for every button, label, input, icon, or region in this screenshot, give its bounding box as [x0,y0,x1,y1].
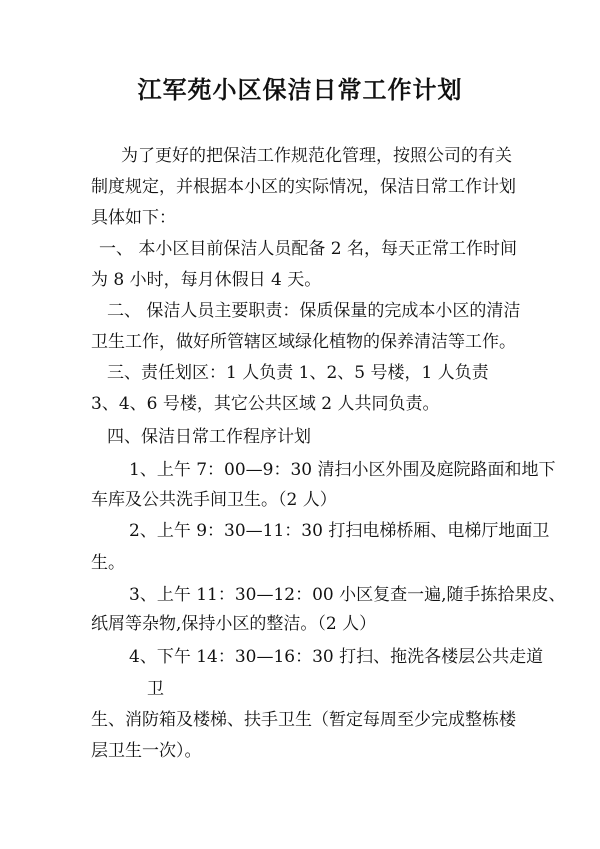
item1-line: 为 8 小时，每月休假日 4 天。 [91,270,322,290]
schedule-line: 卫 [147,679,164,699]
intro-line: 为了更好的把保洁工作规范化管理，按照公司的有关 [121,146,512,166]
item4-heading: 四、保洁日常工作程序计划 [107,427,311,447]
schedule-line: 纸屑等杂物,保持小区的整洁。（2 人） [91,614,377,634]
schedule-line: 3、上午 11：30—12：00 小区复查一遍,随手拣拾果皮、 [129,585,566,605]
intro-line: 具体如下： [91,208,176,228]
item1-line: 一、 本小区目前保洁人员配备 2 名，每天正常工作时间 [99,239,518,259]
item2-line: 二、 保洁人员主要职责：保质保量的完成本小区的清洁 [107,301,521,321]
schedule-line: 层卫生一次）。 [91,741,202,761]
schedule-line: 生。 [91,553,125,573]
schedule-line: 1、上午 7：00—9：30 清扫小区外围及庭院路面和地下 [129,460,556,480]
item3-line: 三、责任划区：1 人负责 1、2、5 号楼，1 人负责 [107,363,489,383]
item2-line: 卫生工作，做好所管辖区域绿化植物的保养清洁等工作。 [91,332,516,352]
schedule-line: 车库及公共洗手间卫生。（2 人） [91,490,337,510]
item3-line: 3、4、6 号楼，其它公共区域 2 人共同负责。 [91,394,440,414]
schedule-line: 4、下午 14：30—16：30 打扫、拖洗各楼层公共走道 [129,647,544,667]
intro-line: 制度规定，并根据本小区的实际情况，保洁日常工作计划 [91,177,516,197]
schedule-line: 2、上午 9：30—11：30 打扫电梯桥厢、电梯厅地面卫 [129,521,550,541]
document-title: 江军苑小区保洁日常工作计划 [137,76,463,104]
schedule-line: 生、消防箱及楼梯、扶手卫生（暂定每周至少完成整栋楼 [91,710,516,730]
